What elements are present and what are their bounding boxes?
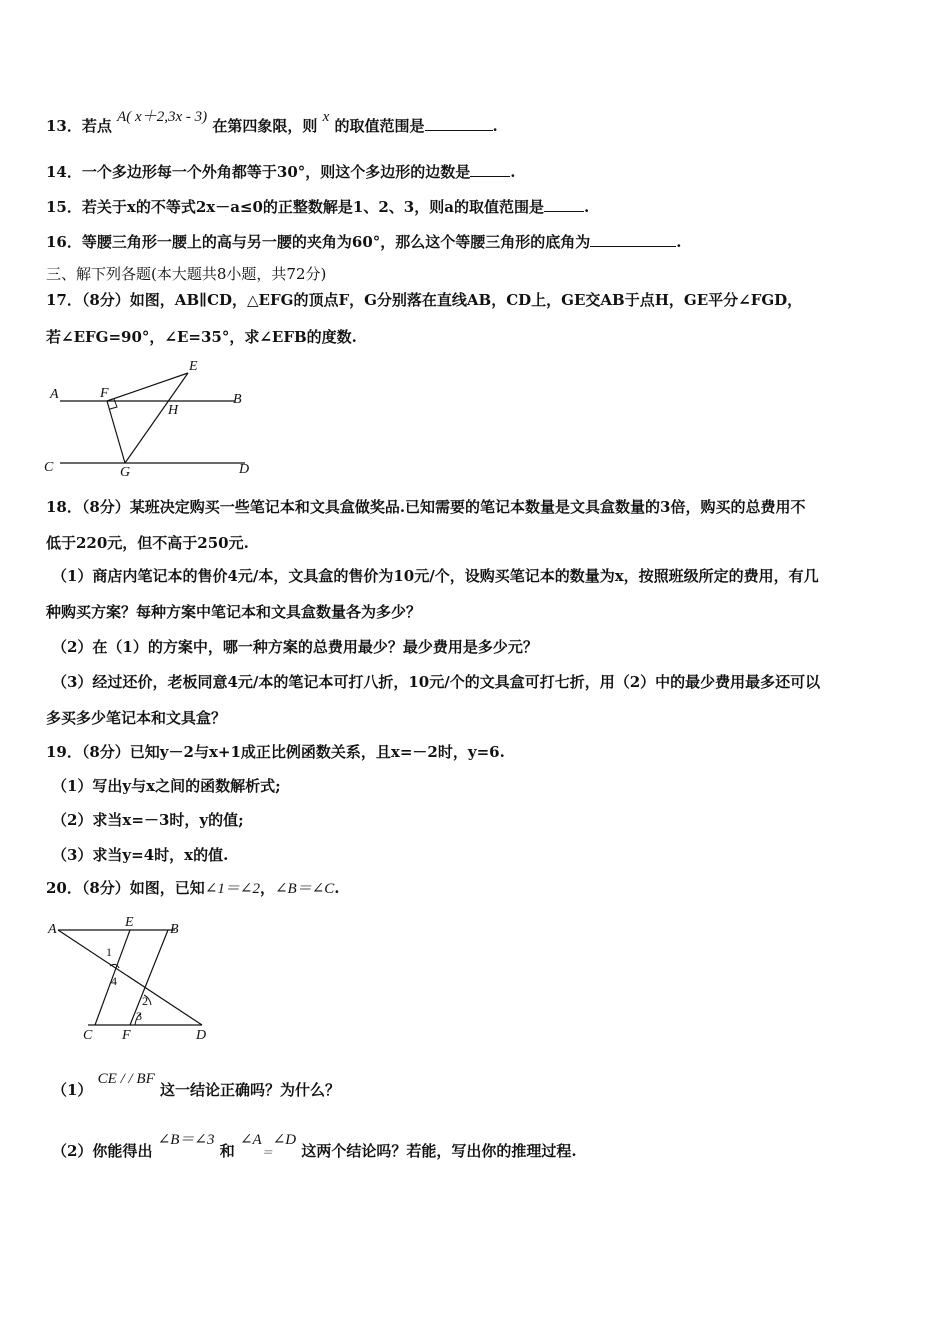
figure-q20 — [40, 910, 220, 1045]
answer-blank — [590, 232, 676, 247]
angle-label-4: 4 — [111, 974, 117, 988]
question-18-line1: 18．（8分）某班决定购买一些笔记本和文具盒做奖品.已知需要的笔记本数量是文具盒数量的3倍，购买的总费用不 — [46, 498, 806, 516]
question-13: 13．若点 A( x＋2,3x - 3) 在第四象限，则 x 的取值范围是 . — [46, 109, 498, 135]
question-19-part1: （1）写出y与x之间的函数解析式; — [52, 777, 281, 795]
variable-x: x — [322, 109, 330, 125]
label-H: H — [168, 403, 179, 418]
question-18-part1a: （1）商店内笔记本的售价4元/本，文具盒的售价为10元/个，设购买笔记本的数量为x，按照班级所定的费用，有几 — [52, 567, 819, 585]
question-18-part3a: （3）经过还价，老板同意4元/本的笔记本可打八折，10元/个的文具盒可打七折，用（2）中的最少费用最多还可以 — [52, 673, 821, 691]
parallel-statement: CE / / BF — [97, 1071, 155, 1087]
label-E: E — [125, 915, 134, 930]
question-18-part1b: 种购买方案？每种方案中笔记本和文具盒数量各为多少？ — [46, 603, 422, 621]
label-D: D — [196, 1028, 207, 1043]
question-20-part2: （2）你能得出 ∠B＝∠3 和 ∠A＝∠D 这两个结论吗？若能，写出你的推理过程. — [52, 1132, 577, 1160]
answer-blank — [470, 162, 510, 177]
condition-angleB-eq-angleC: ∠B＝∠C — [274, 881, 335, 897]
question-14: 14．一个多边形每一个外角都等于30°，则这个多边形的边数是 . — [46, 163, 516, 181]
label-E: E — [189, 359, 198, 374]
question-20-line1: 20．（8分）如图，已知∠1＝∠2，∠B＝∠C. — [46, 879, 340, 897]
angle-label-1: 1 — [106, 945, 112, 959]
angle-label-3: 3 — [136, 1009, 142, 1023]
section-heading: 三、解下列各题(本大题共8小题，共72分) — [46, 265, 327, 283]
question-19-part3: （3）求当y=4时，x的值. — [52, 846, 229, 864]
question-17-line1: 17．（8分）如图，AB∥CD，△EFG的顶点F，G分别落在直线AB，CD上，GE交AB于点H，GE平分∠FGD， — [46, 291, 803, 309]
question-16: 16．等腰三角形一腰上的高与另一腰的夹角为60°，那么这个等腰三角形的底角为 . — [46, 233, 682, 251]
label-B: B — [233, 392, 242, 407]
answer-blank — [544, 197, 584, 212]
angle-label-2: 2 — [142, 994, 148, 1008]
angleB-eq-angle3: ∠B＝∠3 — [157, 1132, 215, 1148]
label-A: A — [50, 387, 59, 402]
label-F: F — [100, 386, 109, 401]
label-B: B — [170, 922, 179, 937]
question-19-part2: （2）求当x=－3时，y的值; — [52, 811, 244, 829]
label-D: D — [239, 462, 250, 477]
angleA: ∠A — [239, 1132, 262, 1148]
label-C: C — [83, 1028, 93, 1043]
question-20-part1: （1） CE / / BF 这一结论正确吗？为什么？ — [52, 1071, 340, 1099]
question-18-part2: （2）在（1）的方案中，哪一种方案的总费用最少？最少费用是多少元？ — [52, 638, 538, 656]
question-15: 15．若关于x的不等式2x－a≤0的正整数解是1、2、3，则a的取值范围是 . — [46, 198, 590, 216]
angleD: ∠D — [272, 1132, 297, 1148]
question-19-line1: 19．（8分）已知y－2与x+1成正比例函数关系，且x=－2时，y=6. — [46, 743, 505, 761]
point-expression: A( x＋2,3x - 3) — [117, 109, 208, 125]
label-C: C — [44, 460, 54, 475]
question-18-part3b: 多买多少笔记本和文具盒？ — [46, 709, 227, 727]
label-G: G — [120, 465, 131, 480]
answer-blank — [425, 116, 493, 131]
label-A: A — [48, 922, 57, 937]
question-17-line2: 若∠EFG=90°，∠E=35°，求∠EFB的度数. — [46, 328, 357, 346]
label-F: F — [122, 1028, 131, 1043]
figure-q17 — [40, 352, 270, 482]
condition-angle1-eq-angle2: ∠1＝∠2 — [204, 881, 260, 897]
question-18-line2: 低于220元，但不高于250元. — [46, 534, 249, 552]
